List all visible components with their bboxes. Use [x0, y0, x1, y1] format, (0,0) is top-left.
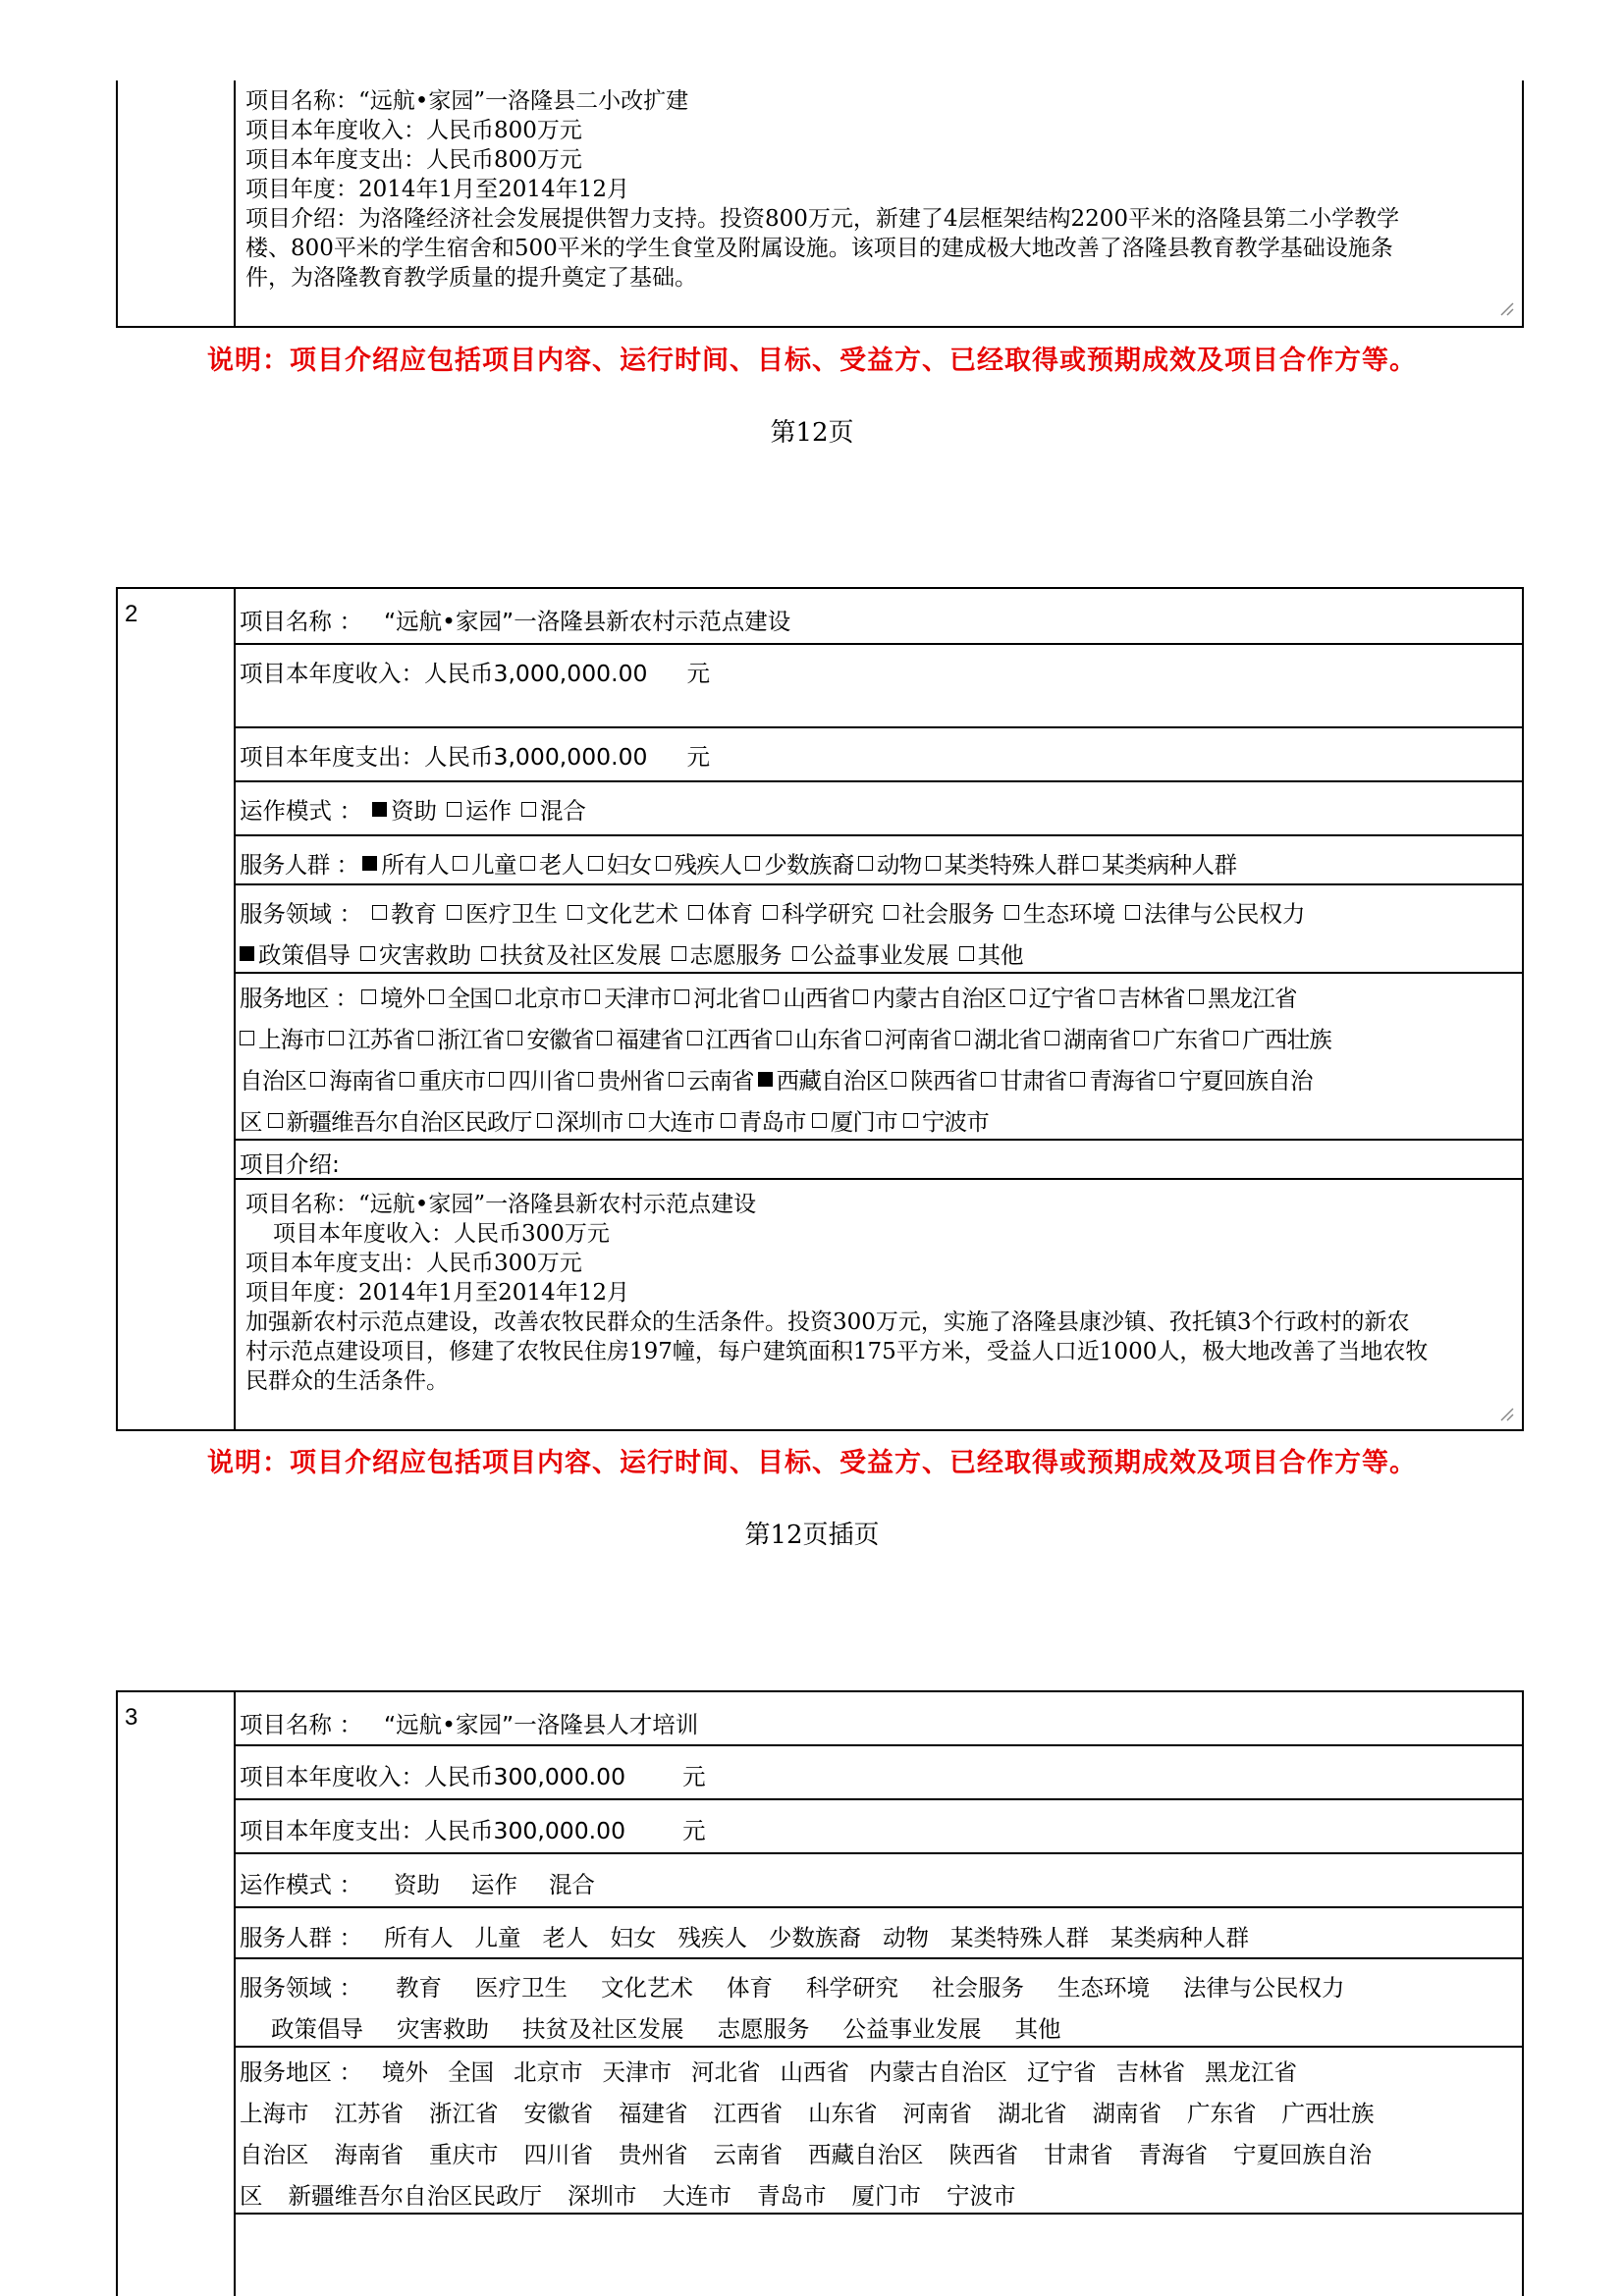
checkbox[interactable]: [578, 1072, 593, 1087]
people-row: [240, 1919, 1512, 1952]
field-label: 项目名称 ：: [240, 1711, 362, 1738]
option-label[interactable]: 混合: [548, 1871, 595, 1898]
row-divider: [236, 1798, 1522, 1800]
checkbox[interactable]: [812, 1113, 827, 1128]
checkbox-label: 青岛市: [738, 1108, 806, 1136]
option-label[interactable]: 安徽省: [523, 2100, 593, 2127]
table3-divider: [234, 1690, 236, 2296]
option-label[interactable]: 灾害救助: [397, 2015, 489, 2043]
row-divider: [236, 1957, 1522, 1959]
intro-line: 项目年度：2014年1月至2014年12月: [245, 177, 629, 202]
option-label[interactable]: 残疾人: [677, 1924, 747, 1951]
page-label: 第12页: [770, 418, 854, 448]
option-label[interactable]: 运作: [470, 1871, 517, 1898]
checkbox-label: 老人: [538, 851, 584, 879]
checkbox-label: 教育: [390, 900, 437, 928]
region-row-2: [240, 1021, 1512, 1054]
checkbox-label: 某类病种人群: [1102, 851, 1237, 879]
option-label[interactable]: 文化艺术: [600, 1974, 693, 2002]
row-divider: [236, 972, 1522, 974]
region-row-3: [240, 1062, 1512, 1095]
row-divider: [236, 1744, 1522, 1746]
checkbox[interactable]: [508, 1031, 522, 1045]
checkbox[interactable]: [866, 1031, 881, 1045]
option-label[interactable]: 江西省: [713, 2100, 783, 2127]
table2-top-border: [116, 587, 1524, 589]
option-label[interactable]: 宁夏回族自治: [1233, 2141, 1372, 2168]
option-label[interactable]: 儿童: [474, 1924, 521, 1951]
checkbox[interactable]: [481, 946, 496, 961]
option-label[interactable]: 医疗卫生: [474, 1974, 568, 2002]
checkbox[interactable]: [629, 1113, 644, 1128]
checkbox-label: 新疆维吾尔自治区民政厅: [286, 1108, 532, 1136]
option-label[interactable]: 法律与公民权力: [1182, 1974, 1345, 2002]
checkbox-label: 混合: [539, 797, 586, 825]
checkbox[interactable]: [884, 905, 898, 920]
row-index: 3: [125, 1704, 138, 1731]
option-label[interactable]: 大连市: [662, 2182, 731, 2210]
option-label[interactable]: 贵州省: [619, 2141, 688, 2168]
checkbox[interactable]: [926, 856, 941, 871]
checkbox[interactable]: [656, 856, 671, 871]
option-label[interactable]: 某类病种人群: [1110, 1924, 1249, 1951]
checkbox-label: 内蒙古自治区: [872, 985, 1006, 1012]
intro-line: 村示范点建设项目，修建了农牧民住房197幢，每户建筑面积175平方米，受益人口近1000人，极大地改善了当地农牧: [245, 1339, 1429, 1364]
table3-right-border: [1522, 1690, 1524, 2296]
checkbox[interactable]: [329, 1031, 344, 1045]
checkbox[interactable]: [777, 1031, 791, 1045]
row-divider: [236, 1139, 1522, 1141]
option-label[interactable]: 新疆维吾尔自治区民政厅: [288, 2182, 542, 2210]
checkbox-label: 残疾人: [674, 851, 742, 879]
checkbox[interactable]: [1134, 1031, 1149, 1045]
region-row-1: [240, 980, 1512, 1013]
option-label[interactable]: 区: [240, 2182, 263, 2210]
checkbox-label: 区: [240, 1108, 262, 1136]
checkbox[interactable]: [669, 1072, 683, 1087]
project1-intro-textarea[interactable]: [245, 86, 1492, 293]
option-label[interactable]: 其他: [1014, 2015, 1061, 2043]
option-label[interactable]: 重庆市: [429, 2141, 499, 2168]
checkbox-label: 西藏自治区: [776, 1067, 889, 1095]
checkbox-label: 重庆市: [418, 1067, 486, 1095]
checkbox-label: 海南省: [329, 1067, 397, 1095]
checkbox[interactable]: [310, 1072, 325, 1087]
checkbox[interactable]: [400, 1072, 414, 1087]
unit-label: 元: [686, 660, 710, 687]
checkbox[interactable]: [361, 989, 376, 1004]
option-label[interactable]: 西藏自治区: [808, 2141, 924, 2168]
checkbox-label: 少数族裔: [764, 851, 854, 879]
resize-handle-icon[interactable]: [1496, 1404, 1514, 1421]
checkbox-label: 贵州省: [597, 1067, 665, 1095]
field-label: 项目本年度收入：人民币: [240, 660, 494, 687]
checkbox[interactable]: [763, 905, 778, 920]
option-label[interactable]: 体育: [726, 1974, 773, 2002]
checkbox-label: 福建省: [616, 1026, 683, 1053]
expense-row: [240, 1812, 1512, 1845]
row-divider: [236, 834, 1522, 836]
mode-row: [240, 1866, 1512, 1899]
checkbox[interactable]: [1100, 989, 1114, 1004]
checkbox[interactable]: [1004, 905, 1019, 920]
checkbox-label: 厦门市: [830, 1108, 897, 1136]
checkbox-label: 湖南省: [1062, 1026, 1131, 1053]
row-index: 2: [125, 601, 138, 627]
intro-line: 加强新农村示范点建设，改善农牧民群众的生活条件。投资300万元，实施了洛隆县康沙镇、孜托镇3个行政村的新农: [245, 1309, 1410, 1335]
row-divider: [236, 726, 1522, 728]
option-label[interactable]: 公益事业发展: [842, 2015, 982, 2043]
field-row-1: [240, 895, 1512, 929]
option-label[interactable]: 湖南省: [1092, 2100, 1162, 2127]
checkbox[interactable]: [537, 1113, 552, 1128]
checkbox-label: 所有人: [381, 851, 450, 879]
option-label[interactable]: 全国: [447, 2058, 494, 2086]
checkbox-label: 安徽省: [526, 1026, 594, 1053]
option-label[interactable]: 辽宁省: [1026, 2058, 1097, 2086]
checkbox-label: 志愿服务: [689, 941, 783, 969]
checkbox-label: 运作: [464, 797, 512, 825]
option-label[interactable]: 北京市: [513, 2058, 583, 2086]
intro-line: 项目本年度收入：人民币800万元: [245, 118, 582, 143]
row-divider: [236, 2046, 1522, 2048]
checkbox-label: 山西省: [783, 985, 850, 1012]
income-row: [240, 655, 1512, 688]
region-row-2: [240, 2095, 1512, 2128]
option-label[interactable]: 境外: [381, 2058, 428, 2086]
option-label[interactable]: 吉林省: [1115, 2058, 1185, 2086]
option-label[interactable]: 福建省: [619, 2100, 688, 2127]
option-label[interactable]: 少数族裔: [768, 1924, 861, 1951]
option-label[interactable]: 山西省: [780, 2058, 849, 2086]
unit-label: 元: [682, 1763, 706, 1790]
checkbox[interactable]: [1125, 905, 1140, 920]
checkbox[interactable]: [1189, 989, 1204, 1004]
note-text: 说明：项目介绍应包括项目内容、运行时间、目标、受益方、已经取得或预期成效及项目合作方等。: [207, 1448, 1417, 1478]
checkbox[interactable]: [1083, 856, 1098, 871]
checkbox-label: 辽宁省: [1028, 985, 1096, 1012]
row-divider: [236, 1852, 1522, 1854]
checkbox-label: 四川省: [508, 1067, 575, 1095]
checkbox-label: 青海省: [1089, 1067, 1157, 1095]
option-label[interactable]: 江苏省: [334, 2100, 404, 2127]
field-label: 项目介绍:: [240, 1150, 340, 1178]
mode-row: [240, 792, 1512, 826]
field-label: 服务领域 ：: [240, 1974, 362, 2002]
checkbox[interactable]: [955, 1031, 970, 1045]
table2-divider: [234, 587, 236, 1431]
option-label[interactable]: 青海省: [1138, 2141, 1208, 2168]
option-label[interactable]: 老人: [542, 1924, 589, 1951]
intro-line: 项目年度：2014年1月至2014年12月: [245, 1280, 629, 1306]
checkbox-label: 山东省: [794, 1026, 862, 1053]
people-row: [240, 846, 1512, 880]
project-name-field[interactable]: “远航•家园”一洛隆县新农村示范点建设: [383, 608, 791, 635]
checkbox-label: 广东省: [1153, 1026, 1220, 1053]
checkbox[interactable]: [858, 856, 873, 871]
option-label[interactable]: 社会服务: [931, 1974, 1024, 2002]
expense-row: [240, 738, 1512, 772]
checkbox-label: 体育: [706, 900, 753, 928]
checkbox[interactable]: [721, 1113, 735, 1128]
table1-divider: [234, 80, 236, 328]
project-name-row: [240, 603, 1512, 636]
checkbox[interactable]: [1160, 1072, 1174, 1087]
checkbox[interactable]: [892, 1072, 906, 1087]
row-divider: [236, 643, 1522, 645]
checkbox-label: 江西省: [705, 1026, 773, 1053]
region-row-1: [240, 2054, 1512, 2087]
checkbox[interactable]: [764, 989, 779, 1004]
field-label: 项目本年度收入：人民币: [240, 1763, 494, 1790]
table2-bottom-border: [116, 1429, 1524, 1431]
checkbox[interactable]: [588, 856, 603, 871]
checkbox[interactable]: [240, 1031, 254, 1045]
checkbox-label: 其他: [977, 941, 1024, 969]
checkbox-label: 扶贫及社区发展: [500, 941, 662, 969]
checkbox-label: 文化艺术: [585, 900, 678, 928]
checkbox[interactable]: [792, 946, 807, 961]
checkbox[interactable]: [853, 989, 868, 1004]
option-label[interactable]: 所有人: [383, 1924, 454, 1951]
region-row-4: [240, 2177, 1512, 2211]
field-row-2: [240, 2010, 1543, 2044]
row-divider: [236, 1906, 1522, 1908]
option-label[interactable]: 浙江省: [429, 2100, 499, 2127]
option-label[interactable]: 志愿服务: [717, 2015, 810, 2043]
intro-line: 项目本年度收入：人民币300万元: [273, 1221, 610, 1247]
option-label[interactable]: 深圳市: [568, 2182, 637, 2210]
table1-right-border: [1522, 80, 1524, 328]
checkbox[interactable]: [959, 946, 974, 961]
intro-line: 项目本年度支出：人民币300万元: [245, 1251, 582, 1276]
project2-intro-textarea[interactable]: [245, 1190, 1492, 1396]
note-text: 说明：项目介绍应包括项目内容、运行时间、目标、受益方、已经取得或预期成效及项目合作方等。: [207, 346, 1417, 376]
option-label[interactable]: 黑龙江省: [1204, 2058, 1297, 2086]
option-label[interactable]: 广西壮族: [1281, 2100, 1375, 2127]
checkbox[interactable]: [418, 1031, 433, 1045]
field-label: 服务人群 ：: [240, 851, 359, 879]
field-label: 运作模式 ：: [240, 797, 362, 825]
row-divider: [236, 1178, 1522, 1180]
intro-line: 民群众的生活条件。: [245, 1368, 449, 1394]
option-label[interactable]: 四川省: [523, 2141, 593, 2168]
checkbox-label: 江苏省: [348, 1026, 415, 1053]
project-name-row: [240, 1706, 1512, 1739]
checkbox[interactable]: [1223, 1031, 1238, 1045]
option-label[interactable]: 资助: [393, 1871, 440, 1898]
expense-field[interactable]: 300,000.00: [493, 1817, 626, 1844]
table2-left-border: [116, 587, 118, 1431]
checkbox-label: 境外: [380, 985, 425, 1012]
checkbox[interactable]: [672, 946, 686, 961]
checkbox[interactable]: [903, 1113, 918, 1128]
field-row-2: [240, 936, 1512, 970]
checkbox-label: 资助: [390, 797, 437, 825]
option-label[interactable]: 科学研究: [805, 1974, 898, 2002]
checkbox-label: 公益事业发展: [810, 941, 949, 969]
row-divider: [236, 780, 1522, 782]
page-label: 第12页插页: [744, 1521, 880, 1550]
checkbox-label: 医疗卫生: [464, 900, 558, 928]
checkbox[interactable]: [453, 856, 467, 871]
checkbox-label: 宁夏回族自治: [1178, 1067, 1313, 1095]
row-divider: [236, 2213, 1522, 2215]
checkbox[interactable]: [1045, 1031, 1059, 1045]
option-label[interactable]: 宁波市: [947, 2182, 1016, 2210]
checkbox[interactable]: [372, 905, 387, 920]
project-name-field[interactable]: “远航•家园”一洛隆县人才培训: [383, 1711, 699, 1738]
table3-top-border: [116, 1690, 1524, 1692]
checkbox[interactable]: [360, 946, 375, 961]
option-label[interactable]: 山东省: [808, 2100, 878, 2127]
option-label[interactable]: 政策倡导: [271, 2015, 363, 2043]
checkbox[interactable]: [521, 802, 536, 817]
table3-left-border: [116, 1690, 118, 2296]
option-label[interactable]: 河北省: [690, 2058, 761, 2086]
checkbox[interactable]: [568, 905, 582, 920]
checkbox[interactable]: [362, 856, 377, 871]
option-label[interactable]: 天津市: [602, 2058, 672, 2086]
option-label[interactable]: 海南省: [334, 2141, 404, 2168]
checkbox[interactable]: [268, 1113, 283, 1128]
option-label[interactable]: 生态环境: [1056, 1974, 1150, 2002]
checkbox-label: 生态环境: [1022, 900, 1115, 928]
checkbox-label: 动物: [876, 851, 922, 879]
checkbox[interactable]: [675, 989, 689, 1004]
option-label[interactable]: 动物: [882, 1924, 929, 1951]
checkbox-label: 大连市: [647, 1108, 715, 1136]
resize-handle-icon[interactable]: [1496, 298, 1514, 316]
option-label[interactable]: 云南省: [713, 2141, 783, 2168]
income-field[interactable]: 300,000.00: [493, 1763, 626, 1790]
intro-line: 项目名称：“远航•家园”一洛隆县新农村示范点建设: [245, 1192, 757, 1217]
table2-right-border: [1522, 587, 1524, 1431]
field-label: 服务领域 ：: [240, 900, 362, 928]
checkbox-label: 天津市: [604, 985, 672, 1012]
option-label[interactable]: 广东省: [1187, 2100, 1257, 2127]
intro-line: 楼、800平米的学生宿舍和500平米的学生食堂及附属设施。该项目的建成极大地改善了洛隆县教育教学基础设施条: [245, 236, 1393, 261]
option-label[interactable]: 某类特殊人群: [949, 1924, 1089, 1951]
checkbox[interactable]: [447, 905, 461, 920]
option-label[interactable]: 自治区: [240, 2141, 309, 2168]
checkbox-label: 儿童: [471, 851, 516, 879]
checkbox-label: 吉林省: [1117, 985, 1185, 1012]
checkbox-label: 全国: [447, 985, 492, 1012]
option-label[interactable]: 青岛市: [757, 2182, 827, 2210]
checkbox[interactable]: [687, 1031, 702, 1045]
checkbox-label: 宁波市: [921, 1108, 989, 1136]
option-label[interactable]: 甘肃省: [1044, 2141, 1113, 2168]
field-label: 项目本年度支出：人民币: [240, 1817, 494, 1844]
checkbox[interactable]: [585, 989, 600, 1004]
option-label[interactable]: 上海市: [240, 2100, 309, 2127]
intro-label-row: [240, 1146, 1512, 1179]
checkbox-label: 河北省: [693, 985, 761, 1012]
checkbox-label: 自治区: [240, 1067, 307, 1095]
checkbox-label: 陕西省: [910, 1067, 978, 1095]
checkbox-label: 湖北省: [973, 1026, 1041, 1053]
income-row: [240, 1758, 1512, 1791]
checkbox[interactable]: [447, 802, 461, 817]
checkbox[interactable]: [758, 1072, 773, 1087]
field-label: 运作模式 ：: [240, 1871, 362, 1898]
checkbox[interactable]: [429, 989, 444, 1004]
option-label[interactable]: 内蒙古自治区: [868, 2058, 1007, 2086]
table1-left-border: [116, 80, 118, 328]
region-row-4: [240, 1103, 1512, 1137]
checkbox[interactable]: [597, 1031, 612, 1045]
expense-field[interactable]: 3,000,000.00: [493, 743, 648, 771]
unit-label: 元: [686, 743, 710, 771]
option-label[interactable]: 湖北省: [998, 2100, 1067, 2127]
field-row-1: [240, 1969, 1512, 2002]
checkbox-label: 北京市: [514, 985, 582, 1012]
income-field[interactable]: 3,000,000.00: [493, 660, 648, 687]
checkbox-label: 妇女: [606, 851, 652, 879]
checkbox[interactable]: [489, 1072, 504, 1087]
checkbox-label: 社会服务: [901, 900, 995, 928]
checkbox-label: 政策倡导: [258, 941, 351, 969]
option-label[interactable]: 妇女: [610, 1924, 657, 1951]
checkbox-label: 黑龙江省: [1207, 985, 1297, 1012]
checkbox-label: 灾害救助: [379, 941, 471, 969]
row-divider: [236, 883, 1522, 885]
checkbox-label: 甘肃省: [1000, 1067, 1067, 1095]
checkbox[interactable]: [1070, 1072, 1085, 1087]
checkbox-label: 科学研究: [781, 900, 874, 928]
checkbox-label: 浙江省: [437, 1026, 505, 1053]
checkbox-label: 广西壮族: [1242, 1026, 1332, 1053]
checkbox[interactable]: [520, 856, 535, 871]
checkbox[interactable]: [745, 856, 760, 871]
option-label[interactable]: 陕西省: [948, 2141, 1018, 2168]
field-label: 服务地区 ：: [240, 2058, 362, 2086]
option-label[interactable]: 教育: [395, 1974, 442, 2002]
field-label: 项目本年度支出：人民币: [240, 743, 494, 771]
region-row-3: [240, 2136, 1512, 2169]
checkbox-label: 某类特殊人群: [944, 851, 1080, 879]
checkbox[interactable]: [1010, 989, 1025, 1004]
checkbox[interactable]: [981, 1072, 996, 1087]
field-label: 项目名称 ：: [240, 608, 362, 635]
unit-label: 元: [682, 1817, 706, 1844]
checkbox-label: 上海市: [258, 1026, 326, 1053]
checkbox-label: 云南省: [686, 1067, 754, 1095]
field-label: 服务人群 ：: [240, 1924, 362, 1951]
table1-bottom-border: [116, 326, 1524, 328]
checkbox[interactable]: [372, 802, 387, 817]
checkbox[interactable]: [688, 905, 703, 920]
option-label[interactable]: 河南省: [902, 2100, 972, 2127]
intro-line: 件，为洛隆教育教学质量的提升奠定了基础。: [245, 265, 697, 291]
checkbox-label: 法律与公民权力: [1143, 900, 1306, 928]
field-label: 服务地区 ：: [240, 985, 358, 1012]
checkbox[interactable]: [240, 946, 254, 961]
checkbox[interactable]: [496, 989, 511, 1004]
option-label[interactable]: 扶贫及社区发展: [522, 2015, 684, 2043]
intro-line: 项目介绍：为洛隆经济社会发展提供智力支持。投资800万元，新建了4层框架结构2200平米的洛隆县第二小学教学: [245, 206, 1400, 232]
checkbox-label: 河南省: [884, 1026, 951, 1053]
intro-line: 项目本年度支出：人民币800万元: [245, 147, 582, 173]
intro-line: 项目名称：“远航•家园”一洛隆县二小改扩建: [245, 88, 689, 114]
checkbox-label: 深圳市: [556, 1108, 623, 1136]
option-label[interactable]: 厦门市: [851, 2182, 921, 2210]
